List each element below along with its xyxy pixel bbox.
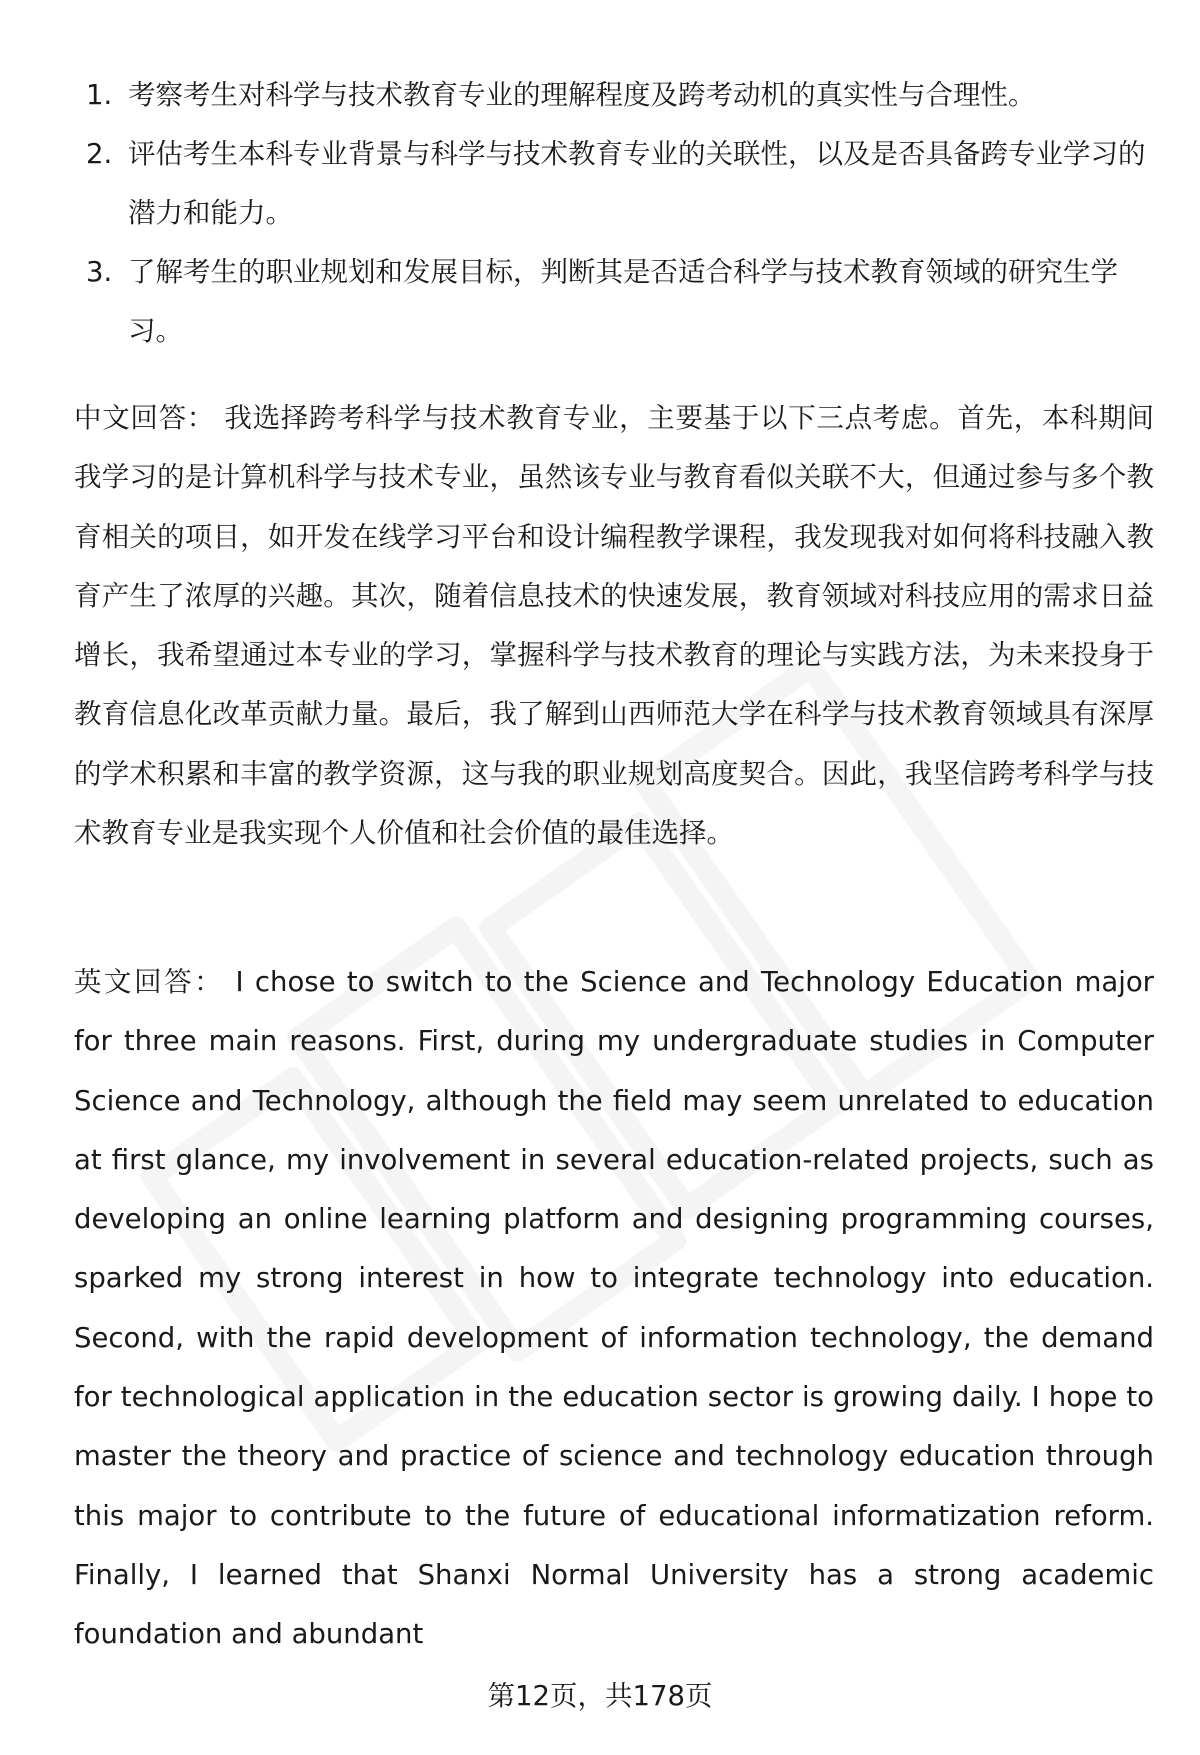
- chinese-answer-label: 中文回答：: [74, 402, 215, 434]
- list-item: [80, 125, 1150, 243]
- list-text: 评估考生本科专业背景与科学与技术教育专业的关联性，以及是否具备跨专业学习的潜力和能力。: [128, 138, 1146, 229]
- list-number: 1.: [86, 79, 113, 111]
- list-number: 2.: [86, 138, 113, 170]
- list-item: [80, 66, 1150, 125]
- english-answer-paragraph: [74, 953, 1154, 1665]
- list-text: 了解考生的职业规划和发展目标，判断其是否适合科学与技术教育领域的研究生学习。: [128, 256, 1118, 347]
- page-number-footer: 第12页，共178页: [487, 1680, 713, 1712]
- list-item: [80, 243, 1150, 361]
- list-number: 3.: [86, 256, 113, 288]
- chinese-answer-text: 我选择跨考科学与技术教育专业，主要基于以下三点考虑。首先，本科期间我学习的是计算机科学与技术专业，虽然该专业与教育看似关联不大，但通过参与多个教育相关的项目，如开发在线学习平台和设计编程教学课程，我发现我对如何将科技融入教育产生了浓厚的兴趣。其次，随着信息技术的快速发展，教育领域对科技应用的需求日益增长，我希望通过本专业的学习，掌握科学与技术教育的理论与实践方法，为未来投身于教育信息化改革贡献力量。最后，我了解到山西师范大学在科学与技术教育领域具有深厚的学术积累和丰富的教学资源，这与我的职业规划高度契合。因此，我坚信跨考科学与技术教育专业是我实现个人价值和社会价值的最佳选择。: [74, 402, 1155, 850]
- chinese-answer-paragraph: [74, 389, 1154, 863]
- list-text: 考察考生对科学与技术教育专业的理解程度及跨考动机的真实性与合理性。: [128, 79, 1036, 111]
- question-intent-list: [80, 66, 1150, 361]
- english-answer-label: 英文回答：: [74, 966, 225, 998]
- english-answer-text: I chose to switch to the Science and Technology Education major for three main reasons. First, during my undergraduate studies in Computer Science and Technology, although the field may seem unrelated to education at first glance, my involvement in several education-related projects, such as developing an online learning platform and designing programming courses, sparked my strong interest in how to integrate technology into education. Second, with the rapid development of information technology, the demand for technological application in the education sector is growing daily. I hope to master the theory and practice of science and technology education through this major to contribute to the future of educational informatization reform. Finally, I learned that Shanxi Normal University has a strong academic foundation and abundant: [74, 966, 1154, 1651]
